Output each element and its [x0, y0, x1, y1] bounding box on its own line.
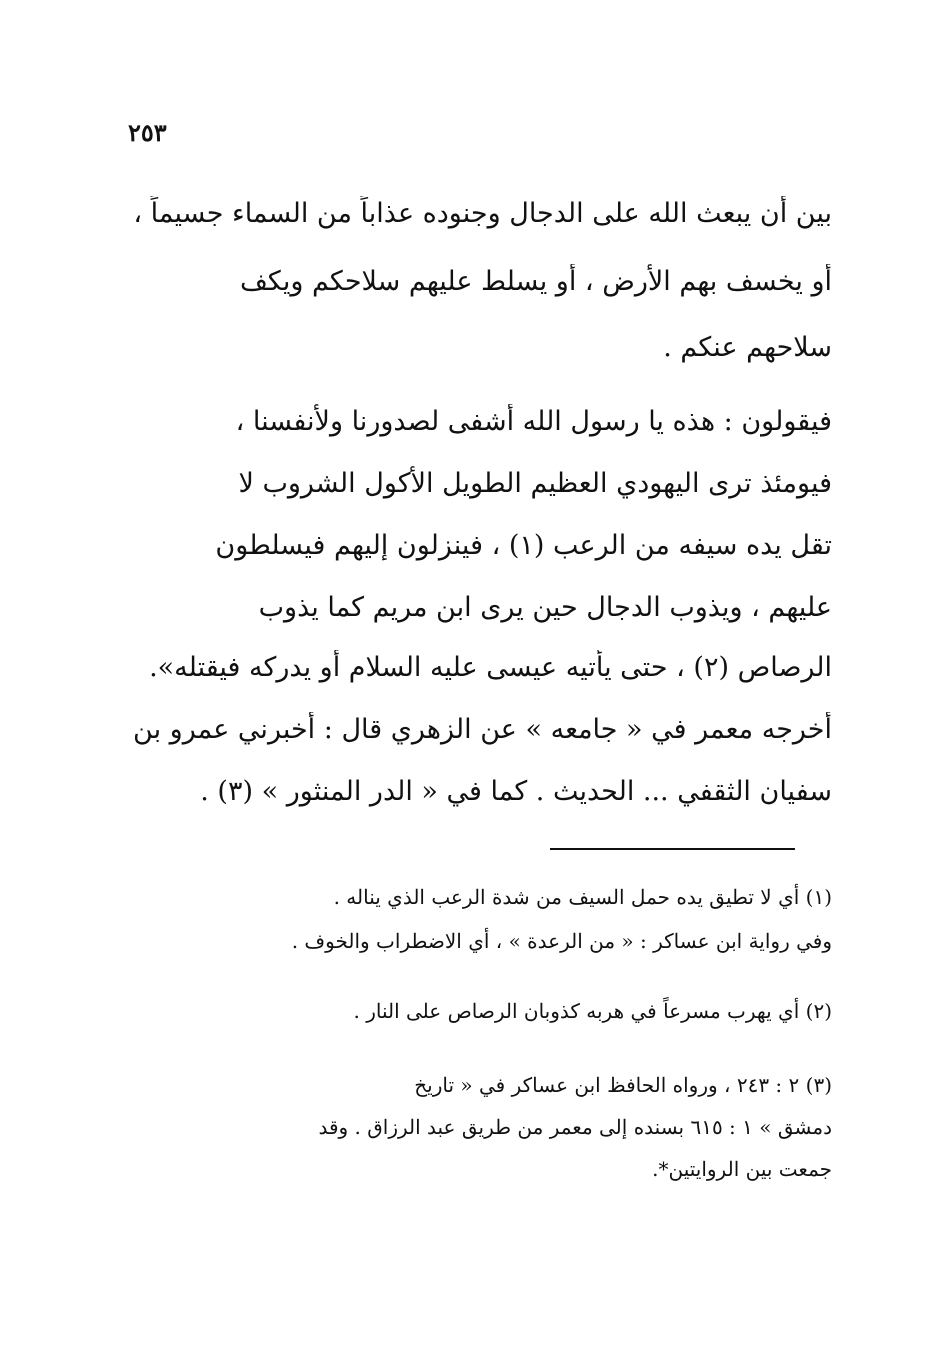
body-line: تقل يده سيفه من الرعب (١) ، فينزلون إليهم فيسلطون [215, 530, 832, 561]
footnote-line: دمشق » ١ : ٦١٥ بسنده إلى معمر من طريق عبد الرزاق . وقد [318, 1115, 832, 1139]
footnote-line: جمعت بين الروايتين*. [652, 1157, 832, 1181]
body-line: فيقولون : هذه يا رسول الله أشفى لصدورنا ولأنفسنا ، [235, 406, 832, 437]
footnote-line: (٢) أي يهرب مسرعاً في هربه كذوبان الرصاص على النار . [353, 999, 832, 1023]
body-line: سلاحهم عنكم . [663, 332, 832, 363]
body-line: سفيان الثقفي ... الحديث . كما في « الدر المنثور » (٣) . [200, 776, 832, 807]
page-number: ٢٥٣ [128, 118, 167, 147]
footnote-line: (١) أي لا تطيق يده حمل السيف من شدة الرعب الذي يناله . [333, 885, 832, 909]
footnote-divider [550, 848, 795, 850]
body-line: عليهم ، ويذوب الدجال حين يرى ابن مريم كما يذوب [258, 592, 832, 623]
footnote-line: وفي رواية ابن عساكر : « من الرعدة » ، أي الاضطراب والخوف . [291, 929, 832, 953]
body-line: فيومئذ ترى اليهودي العظيم الطويل الأكول الشروب لا [238, 468, 832, 499]
body-line: الرصاص (٢) ، حتى يأتيه عيسى عليه السلام أو يدركه فيقتله». [149, 652, 832, 683]
body-line: أو يخسف بهم الأرض ، أو يسلط عليهم سلاحكم ويكف [239, 266, 832, 297]
body-line: أخرجه معمر في « جامعه » عن الزهري قال : أخبرني عمرو بن [133, 714, 832, 745]
footnote-line: (٣) ٢ : ٢٤٣ ، ورواه الحافظ ابن عساكر في « تاريخ [414, 1073, 832, 1097]
body-line: بين أن يبعث الله على الدجال وجنوده عذاباً من السماء جسيماً ، [133, 198, 832, 229]
